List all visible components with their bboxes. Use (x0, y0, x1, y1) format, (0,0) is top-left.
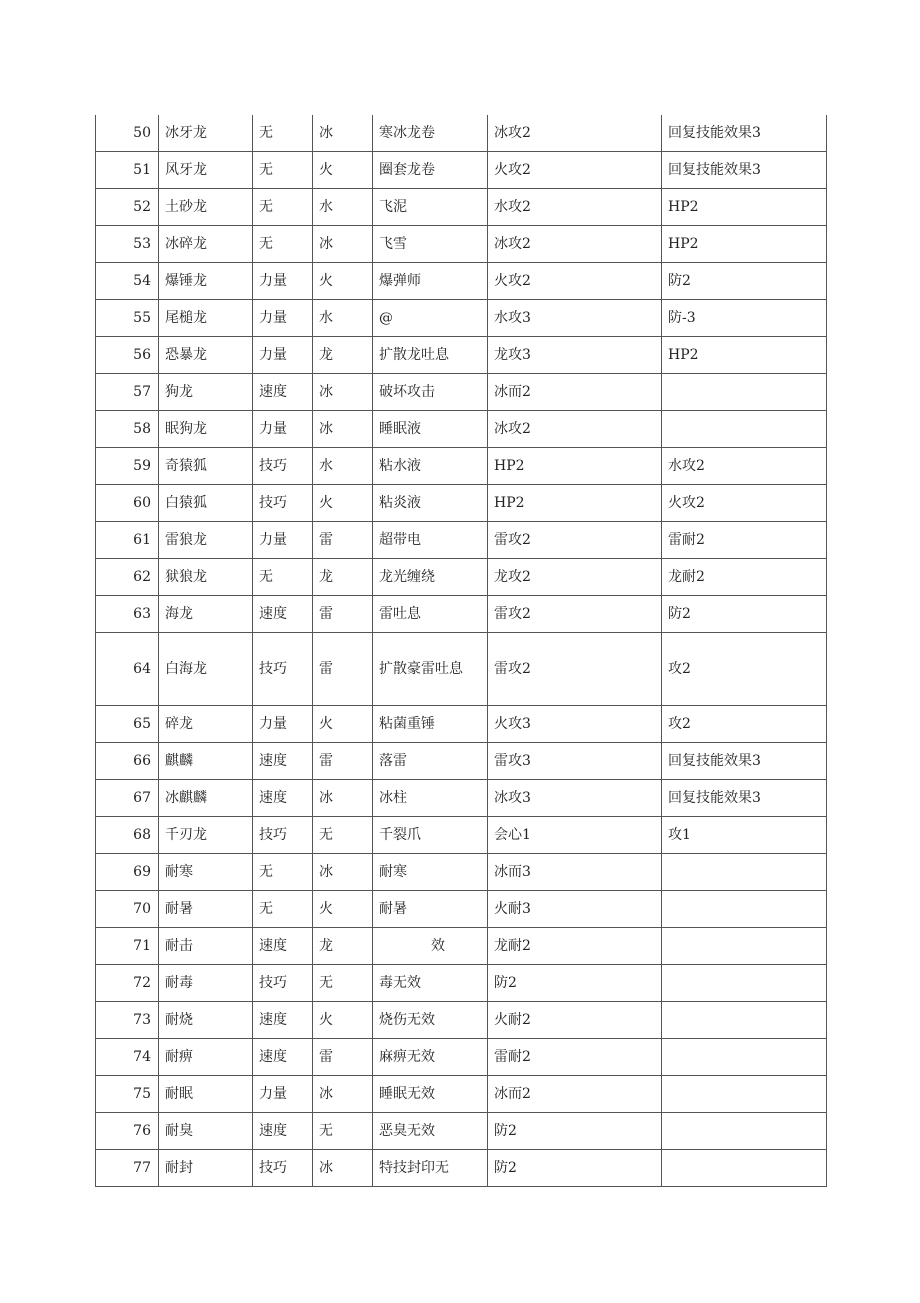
monster-skill-table (95, 115, 827, 1187)
bonus-2-cell: 防-3 (662, 300, 827, 337)
type-cell: 力量 (253, 1076, 313, 1113)
type-cell: 技巧 (253, 633, 313, 706)
bonus-2-cell (662, 1076, 827, 1113)
bonus-1-cell: 会心1 (488, 817, 662, 854)
type-cell: 速度 (253, 596, 313, 633)
type-cell: 速度 (253, 743, 313, 780)
element-cell: 火 (313, 706, 373, 743)
table-row (96, 854, 827, 891)
monster-name-cell: 爆锤龙 (159, 263, 253, 300)
monster-name-cell: 恐暴龙 (159, 337, 253, 374)
element-cell: 无 (313, 1113, 373, 1150)
element-cell: 水 (313, 300, 373, 337)
table-row (96, 633, 827, 706)
table-row (96, 965, 827, 1002)
type-cell: 无 (253, 891, 313, 928)
element-cell: 无 (313, 965, 373, 1002)
element-cell: 雷 (313, 1039, 373, 1076)
bonus-1-cell: 雷攻2 (488, 633, 662, 706)
skill-cell: 雷吐息 (373, 596, 488, 633)
skill-cell: 龙光缠绕 (373, 559, 488, 596)
element-cell: 冰 (313, 115, 373, 152)
type-cell: 力量 (253, 263, 313, 300)
skill-cell: 耐暑 (373, 891, 488, 928)
bonus-2-cell (662, 1039, 827, 1076)
type-cell: 无 (253, 115, 313, 152)
row-number-cell: 76 (96, 1113, 159, 1150)
bonus-1-cell: 火耐3 (488, 891, 662, 928)
monster-name-cell: 冰碎龙 (159, 226, 253, 263)
element-cell: 龙 (313, 928, 373, 965)
row-number-cell: 63 (96, 596, 159, 633)
row-number-cell: 52 (96, 189, 159, 226)
row-number-cell: 70 (96, 891, 159, 928)
element-cell: 龙 (313, 559, 373, 596)
bonus-1-cell: HP2 (488, 485, 662, 522)
skill-cell: 粘菌重锤 (373, 706, 488, 743)
monster-name-cell: 耐痹 (159, 1039, 253, 1076)
skill-cell: 毒无效 (373, 965, 488, 1002)
type-cell: 技巧 (253, 965, 313, 1002)
bonus-2-cell (662, 1150, 827, 1187)
table-row (96, 226, 827, 263)
table-row (96, 337, 827, 374)
bonus-1-cell: 冰攻2 (488, 226, 662, 263)
table-row (96, 891, 827, 928)
row-number-cell: 59 (96, 448, 159, 485)
bonus-1-cell: 雷耐2 (488, 1039, 662, 1076)
element-cell: 雷 (313, 596, 373, 633)
table-row (96, 300, 827, 337)
monster-name-cell: 耐烧 (159, 1002, 253, 1039)
monster-name-cell: 耐毒 (159, 965, 253, 1002)
row-number-cell: 68 (96, 817, 159, 854)
bonus-2-cell: 水攻2 (662, 448, 827, 485)
monster-name-cell: 冰麒麟 (159, 780, 253, 817)
monster-name-cell: 耐暑 (159, 891, 253, 928)
monster-name-cell: 耐眠 (159, 1076, 253, 1113)
table-row (96, 1113, 827, 1150)
row-number-cell: 73 (96, 1002, 159, 1039)
bonus-2-cell: 攻1 (662, 817, 827, 854)
element-cell: 冰 (313, 1150, 373, 1187)
table-row (96, 1150, 827, 1187)
element-cell: 冰 (313, 854, 373, 891)
element-cell: 雷 (313, 633, 373, 706)
element-cell: 火 (313, 152, 373, 189)
monster-name-cell: 眠狗龙 (159, 411, 253, 448)
table-row (96, 411, 827, 448)
bonus-1-cell: 龙攻2 (488, 559, 662, 596)
monster-name-cell: 麒麟 (159, 743, 253, 780)
table-row (96, 263, 827, 300)
row-number-cell: 69 (96, 854, 159, 891)
element-cell: 冰 (313, 374, 373, 411)
bonus-1-cell: 冰攻2 (488, 115, 662, 152)
bonus-1-cell: 水攻3 (488, 300, 662, 337)
row-number-cell: 72 (96, 965, 159, 1002)
bonus-1-cell: 雷攻3 (488, 743, 662, 780)
row-number-cell: 65 (96, 706, 159, 743)
monster-name-cell: 海龙 (159, 596, 253, 633)
monster-name-cell: 雷狼龙 (159, 522, 253, 559)
element-cell: 水 (313, 189, 373, 226)
table-row (96, 1076, 827, 1113)
type-cell: 速度 (253, 1002, 313, 1039)
monster-name-cell: 尾槌龙 (159, 300, 253, 337)
element-cell: 火 (313, 485, 373, 522)
bonus-1-cell: 火攻2 (488, 263, 662, 300)
table-row (96, 706, 827, 743)
skill-cell: 扩散龙吐息 (373, 337, 488, 374)
bonus-2-cell (662, 1113, 827, 1150)
monster-name-cell: 白海龙 (159, 633, 253, 706)
skill-cell: 恶臭无效 (373, 1113, 488, 1150)
skill-cell: 麻痹无效 (373, 1039, 488, 1076)
monster-name-cell: 千刃龙 (159, 817, 253, 854)
type-cell: 力量 (253, 706, 313, 743)
row-number-cell: 75 (96, 1076, 159, 1113)
bonus-2-cell: 雷耐2 (662, 522, 827, 559)
type-cell: 力量 (253, 411, 313, 448)
table-row (96, 780, 827, 817)
element-cell: 雷 (313, 743, 373, 780)
bonus-1-cell: 火攻2 (488, 152, 662, 189)
element-cell: 水 (313, 448, 373, 485)
monster-name-cell: 耐击 (159, 928, 253, 965)
bonus-2-cell: 防2 (662, 263, 827, 300)
type-cell: 无 (253, 854, 313, 891)
table-row (96, 448, 827, 485)
type-cell: 技巧 (253, 485, 313, 522)
type-cell: 力量 (253, 337, 313, 374)
bonus-2-cell: 攻2 (662, 706, 827, 743)
bonus-2-cell: 龙耐2 (662, 559, 827, 596)
bonus-2-cell: 回复技能效果3 (662, 115, 827, 152)
row-number-cell: 57 (96, 374, 159, 411)
bonus-1-cell: 水攻2 (488, 189, 662, 226)
type-cell: 无 (253, 226, 313, 263)
skill-cell: 破坏攻击 (373, 374, 488, 411)
element-cell: 火 (313, 1002, 373, 1039)
type-cell: 技巧 (253, 1150, 313, 1187)
bonus-1-cell: 火攻3 (488, 706, 662, 743)
table-row (96, 152, 827, 189)
type-cell: 无 (253, 152, 313, 189)
table-row (96, 374, 827, 411)
monster-name-cell: 土砂龙 (159, 189, 253, 226)
bonus-1-cell: 冰而2 (488, 1076, 662, 1113)
bonus-1-cell: 龙攻3 (488, 337, 662, 374)
monster-name-cell: 狗龙 (159, 374, 253, 411)
table-row (96, 115, 827, 152)
type-cell: 力量 (253, 300, 313, 337)
element-cell: 火 (313, 263, 373, 300)
row-number-cell: 50 (96, 115, 159, 152)
bonus-2-cell: HP2 (662, 226, 827, 263)
bonus-2-cell (662, 1002, 827, 1039)
table-row (96, 596, 827, 633)
type-cell: 速度 (253, 1113, 313, 1150)
row-number-cell: 62 (96, 559, 159, 596)
row-number-cell: 77 (96, 1150, 159, 1187)
bonus-2-cell: 回复技能效果3 (662, 743, 827, 780)
bonus-1-cell: 防2 (488, 965, 662, 1002)
type-cell: 无 (253, 189, 313, 226)
type-cell: 力量 (253, 522, 313, 559)
skill-cell: 寒冰龙卷 (373, 115, 488, 152)
monster-name-cell: 冰牙龙 (159, 115, 253, 152)
table-row (96, 522, 827, 559)
monster-name-cell: 风牙龙 (159, 152, 253, 189)
bonus-2-cell (662, 928, 827, 965)
type-cell: 速度 (253, 928, 313, 965)
element-cell: 冰 (313, 780, 373, 817)
row-number-cell: 54 (96, 263, 159, 300)
skill-cell: 特技封印无 (373, 1150, 488, 1187)
bonus-1-cell: 防2 (488, 1113, 662, 1150)
bonus-1-cell: 冰攻3 (488, 780, 662, 817)
element-cell: 冰 (313, 1076, 373, 1113)
skill-cell: 圈套龙卷 (373, 152, 488, 189)
monster-name-cell: 耐封 (159, 1150, 253, 1187)
element-cell: 无 (313, 817, 373, 854)
monster-name-cell: 狱狼龙 (159, 559, 253, 596)
type-cell: 速度 (253, 780, 313, 817)
bonus-1-cell: 雷攻2 (488, 522, 662, 559)
type-cell: 速度 (253, 1039, 313, 1076)
skill-cell: 爆弹师 (373, 263, 488, 300)
row-number-cell: 55 (96, 300, 159, 337)
skill-cell: 飞泥 (373, 189, 488, 226)
monster-name-cell: 白猿狐 (159, 485, 253, 522)
skill-cell: 扩散豪雷吐息 (373, 633, 488, 706)
skill-cell: 睡眠无效 (373, 1076, 488, 1113)
bonus-2-cell (662, 374, 827, 411)
bonus-2-cell: 攻2 (662, 633, 827, 706)
type-cell: 技巧 (253, 448, 313, 485)
bonus-2-cell (662, 965, 827, 1002)
skill-cell: 超带电 (373, 522, 488, 559)
element-cell: 冰 (313, 411, 373, 448)
type-cell: 速度 (253, 374, 313, 411)
element-cell: 雷 (313, 522, 373, 559)
bonus-2-cell (662, 411, 827, 448)
skill-cell: 睡眠液 (373, 411, 488, 448)
monster-name-cell: 耐臭 (159, 1113, 253, 1150)
bonus-2-cell: HP2 (662, 337, 827, 374)
bonus-2-cell: 回复技能效果3 (662, 780, 827, 817)
bonus-2-cell: HP2 (662, 189, 827, 226)
row-number-cell: 67 (96, 780, 159, 817)
bonus-1-cell: HP2 (488, 448, 662, 485)
monster-name-cell: 碎龙 (159, 706, 253, 743)
table-row (96, 189, 827, 226)
skill-cell: 烧伤无效 (373, 1002, 488, 1039)
row-number-cell: 66 (96, 743, 159, 780)
type-cell: 无 (253, 559, 313, 596)
skill-cell: 粘炎液 (373, 485, 488, 522)
row-number-cell: 60 (96, 485, 159, 522)
bonus-2-cell (662, 891, 827, 928)
skill-cell: 千裂爪 (373, 817, 488, 854)
bonus-1-cell: 火耐2 (488, 1002, 662, 1039)
element-cell: 龙 (313, 337, 373, 374)
table-row (96, 559, 827, 596)
bonus-1-cell: 防2 (488, 1150, 662, 1187)
bonus-2-cell: 回复技能效果3 (662, 152, 827, 189)
skill-cell: 飞雪 (373, 226, 488, 263)
table-row (96, 1039, 827, 1076)
type-cell: 技巧 (253, 817, 313, 854)
element-cell: 冰 (313, 226, 373, 263)
row-number-cell: 61 (96, 522, 159, 559)
row-number-cell: 71 (96, 928, 159, 965)
table-row (96, 928, 827, 965)
bonus-2-cell: 防2 (662, 596, 827, 633)
monster-name-cell: 奇猿狐 (159, 448, 253, 485)
table-row (96, 1002, 827, 1039)
skill-cell: 耐寒 (373, 854, 488, 891)
bonus-1-cell: 龙耐2 (488, 928, 662, 965)
skill-cell: @ (373, 300, 488, 337)
table-row (96, 485, 827, 522)
skill-cell: 冰柱 (373, 780, 488, 817)
skill-cell: 粘水液 (373, 448, 488, 485)
bonus-1-cell: 冰而3 (488, 854, 662, 891)
row-number-cell: 51 (96, 152, 159, 189)
row-number-cell: 64 (96, 633, 159, 706)
bonus-2-cell: 火攻2 (662, 485, 827, 522)
row-number-cell: 56 (96, 337, 159, 374)
table-row (96, 817, 827, 854)
bonus-1-cell: 冰攻2 (488, 411, 662, 448)
skill-cell: 效 (373, 928, 488, 965)
row-number-cell: 74 (96, 1039, 159, 1076)
table-row (96, 743, 827, 780)
row-number-cell: 58 (96, 411, 159, 448)
row-number-cell: 53 (96, 226, 159, 263)
monster-name-cell: 耐寒 (159, 854, 253, 891)
bonus-1-cell: 雷攻2 (488, 596, 662, 633)
bonus-1-cell: 冰而2 (488, 374, 662, 411)
element-cell: 火 (313, 891, 373, 928)
skill-cell: 落雷 (373, 743, 488, 780)
bonus-2-cell (662, 854, 827, 891)
